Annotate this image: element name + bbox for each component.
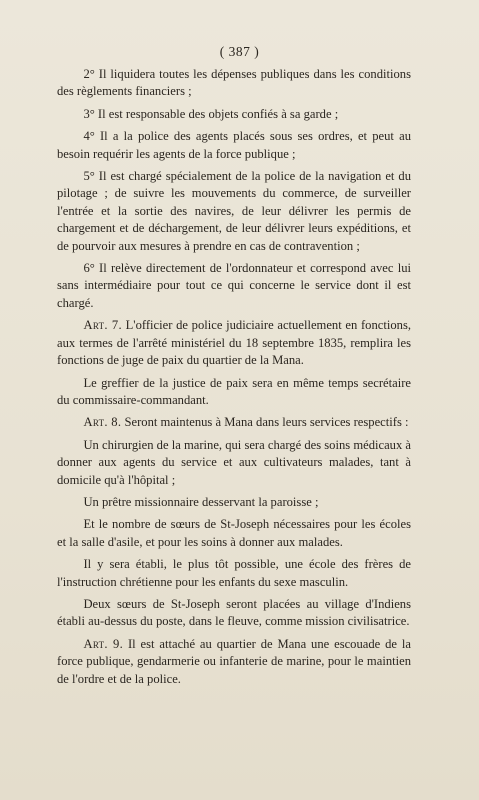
paragraph-10: Un prêtre missionnaire desservant la paroisse ; — [83, 494, 319, 509]
article-8: Art. 8. Seront maintenus à Mana dans leurs services respectifs : — [83, 415, 409, 430]
article-7: Art. 7. L'officier de police judiciaire actuellement en fonctions, aux termes de l'arrêté ministériel du 18 septembre 1835, remplira les fonctions de juge de paix du quartier de la Mana. — [57, 318, 411, 368]
body-text — [57, 66, 411, 693]
article-9-label: Art. 9. — [83, 636, 124, 651]
article-7-label: Art. 7. — [83, 318, 122, 333]
paragraph-2: 3° Il est responsable des objets confiés à sa garde ; — [83, 106, 339, 121]
page-number: ( 387 ) — [219, 44, 260, 59]
paragraph-7: Le greffier de la justice de paix sera en même temps secrétaire du commissaire-commandant. — [57, 375, 411, 407]
paragraph-13: Deux sœurs de St-Joseph seront placées au village d'Indiens établi au-dessus du poste, dans le fleuve, comme mission civilisatrice. — [57, 596, 411, 629]
paragraph-3: 4° Il a la police des agents placés sous ses ordres, et peut au besoin requérir les agents de la force publique ; — [57, 129, 411, 161]
paragraph-5: 6° Il relève directement de l'ordonnateur et correspond avec lui sans intermédiaire pour tout ce qui concerne le service dont il est chargé. — [57, 261, 411, 310]
paragraph-12: Il y sera établi, le plus tôt possible, une école des frères de l'instruction chrétienne pour les enfants du sexe masculin. — [57, 557, 411, 589]
paragraph-4: 5° Il est chargé spécialement de la police de la navigation et du pilotage ; de suivre les mouvements du commerce, de surveiller l'entrée et la sortie des navires, de leur délivrer les permis de chargement et de déchargement, de leur délivrer leurs expéditions, et de pourvoir aux mesures à prendre en cas de contravention ; — [57, 169, 411, 253]
article-9: Art. 9. Il est attaché au quartier de Mana une escouade de la force publique, gendarmerie ou infanterie de marine, pour le maintien de l'ordre et de la police. — [57, 636, 411, 686]
paragraph-1: 2° Il liquidera toutes les dépenses publiques dans les conditions des règlements financiers ; — [57, 67, 411, 99]
article-8-label: Art. 8. — [83, 415, 122, 430]
paragraph-9: Un chirurgien de la marine, qui sera chargé des soins médicaux à donner aux agents du service et aux cultivateurs malades, tant à domicile qu'à l'hôpital ; — [57, 437, 412, 487]
paragraph-11: Et le nombre de sœurs de St-Joseph nécessaires pour les écoles et la salle d'asile, et pour les soins à donner aux malades. — [57, 517, 411, 549]
